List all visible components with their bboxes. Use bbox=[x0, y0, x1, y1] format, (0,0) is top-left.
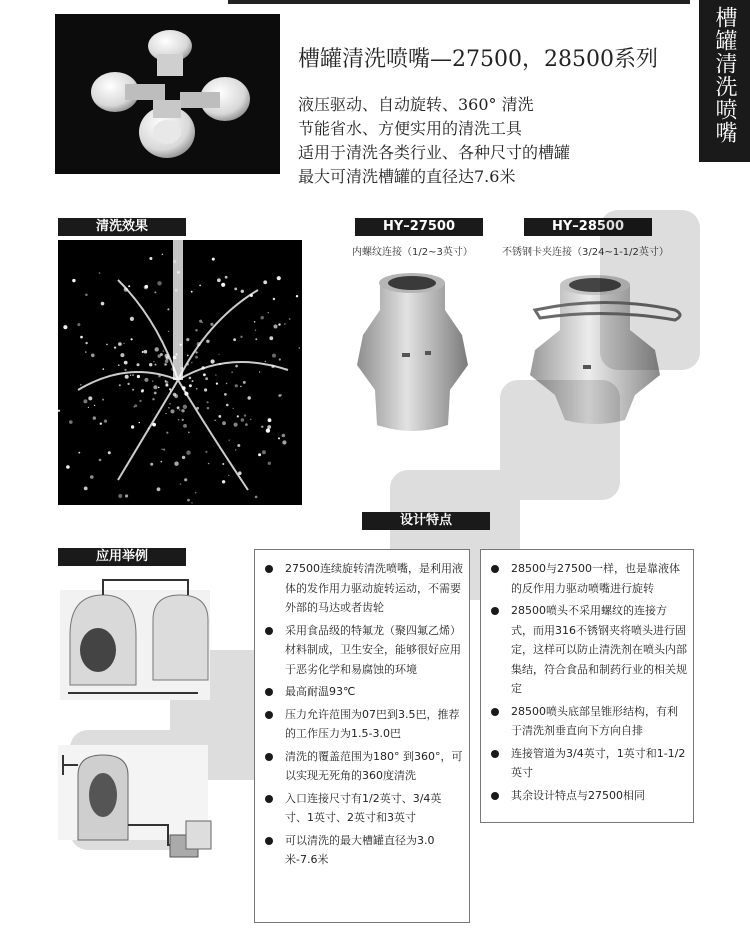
spray-droplet bbox=[165, 380, 167, 382]
spray-droplet bbox=[118, 494, 122, 498]
spray-droplet bbox=[106, 344, 108, 346]
spray-droplet bbox=[150, 463, 153, 466]
spray-droplet bbox=[124, 369, 126, 371]
spray-droplet bbox=[130, 317, 134, 321]
spray-droplet bbox=[149, 363, 152, 366]
spray-droplet bbox=[214, 420, 216, 422]
spray-droplet bbox=[175, 289, 178, 292]
spray-droplet bbox=[169, 403, 171, 405]
spray-droplet bbox=[207, 407, 210, 410]
feature-item: 28500与27500一样，也是靠液体的反作用力驱动喷嘴进行旋转 bbox=[511, 559, 687, 598]
spray-droplet bbox=[235, 365, 238, 368]
spray-droplet bbox=[132, 374, 134, 376]
spray-droplet bbox=[83, 399, 87, 403]
spray-droplet bbox=[222, 463, 224, 465]
spray-droplet bbox=[195, 329, 197, 331]
spray-droplet bbox=[255, 338, 257, 340]
spray-droplet bbox=[262, 450, 266, 454]
spray-droplet bbox=[282, 440, 286, 444]
spray-droplet bbox=[299, 347, 301, 349]
description-line: 适用于清洗各类行业、各种尺寸的槽罐 bbox=[298, 143, 571, 162]
spray-droplet bbox=[250, 419, 251, 420]
spray-droplet bbox=[108, 451, 111, 454]
spray-droplet bbox=[88, 396, 92, 400]
spray-droplet bbox=[168, 407, 170, 409]
tank-diagram-1 bbox=[58, 575, 218, 705]
spray-droplet bbox=[278, 437, 280, 439]
page-title: 槽罐清洗喷嘴—27500，28500系列 bbox=[298, 47, 658, 72]
spray-droplet bbox=[189, 384, 192, 387]
spray-droplet bbox=[195, 492, 197, 494]
spray-droplet bbox=[241, 290, 244, 293]
spray-droplet bbox=[179, 409, 181, 411]
spray-droplet bbox=[130, 375, 131, 376]
features-list-left bbox=[255, 550, 469, 870]
spray-droplet bbox=[254, 321, 256, 323]
spray-droplet bbox=[186, 338, 189, 341]
spray-droplet bbox=[244, 414, 246, 416]
spray-droplet bbox=[192, 380, 194, 382]
spray-droplet bbox=[265, 361, 266, 362]
spray-droplet bbox=[180, 344, 182, 346]
feature-item: 采用食品级的特氟龙（聚四氟乙烯）材料制成，卫生安全，能够很好应用于恶劣化学和易腐蚀的环境 bbox=[285, 621, 463, 680]
spray-droplet bbox=[191, 502, 192, 503]
spray-droplet bbox=[219, 354, 220, 355]
spray-droplet bbox=[173, 260, 176, 263]
spray-droplet bbox=[255, 496, 258, 499]
feature-item: 连接管道为3/4英寸，1英寸和1-1/2英寸 bbox=[511, 744, 687, 783]
spray-droplet bbox=[153, 385, 157, 389]
spray-droplet bbox=[144, 350, 148, 354]
spray-droplet bbox=[222, 421, 226, 425]
spray-droplet bbox=[155, 364, 157, 366]
spray-droplet bbox=[261, 316, 264, 319]
spray-droplet bbox=[177, 271, 180, 274]
spray-droplet bbox=[165, 413, 166, 414]
spray-droplet bbox=[84, 487, 88, 491]
spray-droplet bbox=[127, 383, 129, 385]
spray-droplet bbox=[137, 363, 140, 366]
spray-droplet bbox=[268, 312, 269, 313]
spray-droplet bbox=[278, 323, 280, 325]
nozzle-27500-image bbox=[350, 265, 475, 440]
spray-droplet bbox=[196, 388, 198, 390]
spray-droplet bbox=[248, 396, 251, 399]
spray-droplet bbox=[228, 475, 229, 476]
spray-droplet bbox=[69, 420, 73, 424]
model-desc-28500: 不锈钢卡夹连接（3/24~1-1/2英寸） bbox=[502, 247, 669, 258]
spray-droplet bbox=[161, 449, 162, 450]
spray-droplet bbox=[255, 330, 256, 331]
spray-droplet bbox=[226, 404, 229, 407]
spray-droplet bbox=[204, 388, 207, 391]
tank-diagram-2 bbox=[58, 745, 218, 875]
spray-droplet bbox=[168, 331, 169, 332]
spray-droplet bbox=[58, 410, 60, 412]
spray-droplet bbox=[154, 392, 157, 395]
nozzle-28500-image bbox=[525, 270, 690, 435]
features-list-right bbox=[481, 550, 693, 805]
spray-droplet bbox=[189, 377, 192, 380]
spray-droplet bbox=[173, 356, 177, 360]
spray-droplet bbox=[90, 475, 94, 479]
feature-item: 27500连续旋转清洗喷嘴，是利用液体的发作用力驱动旋转运动，不需要外部的马达或者齿轮 bbox=[285, 559, 463, 618]
spray-droplet bbox=[149, 257, 152, 260]
spray-droplet bbox=[99, 272, 101, 274]
spray-image bbox=[58, 240, 302, 505]
spray-droplet bbox=[63, 325, 67, 329]
spray-droplet bbox=[176, 353, 178, 355]
spray-droplet bbox=[101, 302, 105, 306]
spray-droplet bbox=[152, 398, 154, 400]
spray-droplet bbox=[131, 338, 133, 340]
spray-droplet bbox=[66, 465, 70, 469]
spray-droplet bbox=[171, 409, 175, 413]
spray-droplet bbox=[132, 389, 134, 391]
spray-droplet bbox=[231, 371, 233, 373]
spray-droplet bbox=[183, 424, 187, 428]
spray-droplet bbox=[240, 336, 242, 338]
spray-droplet bbox=[222, 480, 225, 483]
nozzle-28500-photo bbox=[525, 270, 690, 435]
spray-droplet bbox=[235, 449, 237, 451]
spray-droplet bbox=[218, 415, 221, 418]
spray-droplet bbox=[102, 399, 104, 401]
spray-droplet bbox=[142, 351, 144, 353]
spray-droplet bbox=[225, 276, 228, 279]
spray-droplet bbox=[289, 318, 290, 319]
spray-droplet bbox=[205, 377, 208, 380]
feature-item: 28500喷头不采用螺纹的连接方式，而用316不锈钢夹将喷头进行固定，这样可以防止清洗剂在喷头内部集结，符合食品和制药行业的相关规定 bbox=[511, 601, 687, 699]
model-label-28500: HY–28500 bbox=[524, 218, 652, 236]
spray-droplet bbox=[184, 478, 187, 481]
spray-droplet bbox=[259, 371, 260, 372]
spray-droplet bbox=[165, 364, 166, 365]
spray-droplet bbox=[221, 283, 225, 287]
spray-droplet bbox=[91, 354, 95, 358]
spray-droplet bbox=[237, 444, 240, 447]
side-tab bbox=[699, 0, 750, 162]
spray-droplet bbox=[266, 428, 270, 432]
spray-droplet bbox=[210, 323, 213, 326]
section-label-effect: 清洗效果 bbox=[58, 218, 186, 236]
spray-droplet bbox=[234, 423, 238, 427]
spray-droplet bbox=[191, 362, 193, 364]
spray-droplet bbox=[199, 285, 201, 287]
spray-droplet bbox=[229, 440, 230, 441]
spray-droplet bbox=[114, 347, 116, 349]
spray-droplet bbox=[182, 419, 184, 421]
spray-droplet bbox=[269, 336, 273, 340]
spray-droplet bbox=[174, 462, 178, 466]
features-box-left bbox=[254, 549, 470, 923]
spray-droplet bbox=[268, 418, 272, 422]
spray-droplet bbox=[261, 426, 263, 428]
application-diagram-2 bbox=[58, 745, 218, 875]
spray-droplet bbox=[165, 384, 168, 387]
spray-droplet bbox=[80, 384, 82, 386]
spray-droplet bbox=[125, 494, 128, 497]
feature-item: 其余设计特点与27500相同 bbox=[511, 786, 687, 806]
spray-droplet bbox=[163, 350, 164, 351]
spray-droplet bbox=[277, 276, 281, 280]
spray-droplet bbox=[85, 342, 87, 344]
spray-droplet bbox=[233, 338, 236, 341]
spray-droplet bbox=[120, 353, 124, 357]
feature-item: 可以清洗的最大槽罐直径为3.0米-7.6米 bbox=[285, 831, 463, 870]
spray-droplet bbox=[153, 361, 154, 362]
description-line: 节能省水、方便实用的清洗工具 bbox=[298, 119, 523, 138]
spray-droplet bbox=[157, 281, 161, 285]
spray-droplet bbox=[296, 295, 298, 297]
spray-droplet bbox=[235, 384, 238, 387]
model-desc-27500: 内螺纹连接（1/2~3英寸） bbox=[352, 247, 473, 258]
spray-droplet bbox=[78, 452, 80, 454]
spray-droplet bbox=[187, 499, 190, 502]
spray-droplet bbox=[157, 487, 161, 491]
spray-droplet bbox=[77, 323, 80, 326]
spray-droplet bbox=[267, 425, 271, 429]
description-line: 液压驱动、自动旋转、360° 清洗 bbox=[298, 95, 534, 114]
spray-droplet bbox=[182, 456, 185, 459]
spray-droplet bbox=[128, 285, 130, 287]
spray-droplet bbox=[103, 368, 105, 370]
spray-droplet bbox=[100, 423, 102, 425]
spray-droplet bbox=[207, 401, 209, 403]
spray-droplet bbox=[166, 432, 168, 434]
spray-droplet bbox=[212, 258, 215, 261]
spray-droplet bbox=[284, 323, 286, 325]
spray-droplet bbox=[215, 374, 217, 376]
spray-droplet bbox=[195, 356, 198, 359]
feature-item: 压力允许范围为07巴到3.5巴，推荐的工作压力为1.5-3.0巴 bbox=[285, 705, 463, 744]
spray-droplet bbox=[134, 404, 137, 407]
spray-droplet bbox=[180, 483, 182, 485]
spray-droplet bbox=[280, 394, 282, 396]
spray-droplet bbox=[94, 405, 95, 406]
spray-droplet bbox=[139, 400, 141, 402]
spray-droplet bbox=[158, 354, 161, 357]
spray-droplet bbox=[155, 347, 159, 351]
top-rule bbox=[228, 0, 690, 4]
spray-droplet bbox=[141, 390, 144, 393]
spray-droplet bbox=[161, 461, 163, 463]
spray-droplet bbox=[72, 279, 75, 282]
spray-droplet bbox=[165, 359, 169, 363]
spray-droplet bbox=[125, 375, 129, 379]
spray-droplet bbox=[243, 381, 246, 384]
spray-droplet bbox=[144, 378, 148, 382]
spray-droplet bbox=[237, 415, 239, 417]
spray-droplet bbox=[118, 364, 120, 366]
spray-droplet bbox=[118, 342, 122, 346]
cleaning-effect-photo bbox=[58, 240, 302, 505]
spray-droplet bbox=[205, 451, 207, 453]
spray-droplet bbox=[187, 355, 189, 357]
description-line: 最大可清洗槽罐的直径达7.6米 bbox=[298, 167, 516, 186]
spray-droplet bbox=[167, 308, 169, 310]
spray-droplet bbox=[240, 386, 242, 388]
spray-droplet bbox=[274, 325, 278, 329]
spray-droplet bbox=[245, 423, 248, 426]
spray-droplet bbox=[199, 320, 202, 323]
spray-droplet bbox=[273, 298, 275, 300]
spray-droplet bbox=[263, 280, 267, 284]
product-photo bbox=[55, 14, 280, 174]
spray-droplet bbox=[93, 416, 96, 419]
spray-droplet bbox=[123, 343, 124, 344]
spray-droplet bbox=[131, 425, 134, 428]
nozzle-27500-photo bbox=[350, 265, 475, 440]
features-box-right bbox=[480, 549, 694, 823]
spray-droplet bbox=[203, 373, 206, 376]
spray-droplet bbox=[137, 375, 140, 378]
spray-droplet bbox=[195, 351, 197, 353]
spray-droplet bbox=[224, 393, 227, 396]
spray-droplet bbox=[163, 449, 165, 451]
spray-droplet bbox=[80, 336, 83, 339]
spray-droplet bbox=[99, 459, 102, 462]
feature-item: 入口连接尺寸有1/2英寸、3/4英寸、1英寸、2英寸和3英寸 bbox=[285, 789, 463, 828]
spray-droplet bbox=[162, 254, 163, 255]
spray-droplet bbox=[234, 288, 237, 291]
spray-droplet bbox=[169, 388, 171, 390]
spray-droplet bbox=[282, 434, 286, 438]
spray-droplet bbox=[85, 351, 87, 353]
spray-droplet bbox=[139, 422, 140, 423]
spray-droplet bbox=[144, 285, 148, 289]
spray-droplet bbox=[233, 408, 234, 409]
spray-droplet bbox=[104, 420, 107, 423]
application-diagram-1 bbox=[58, 575, 218, 705]
spray-droplet bbox=[119, 384, 121, 386]
section-label-application: 应用举例 bbox=[58, 548, 186, 566]
spray-droplet bbox=[217, 278, 221, 282]
spray-droplet bbox=[152, 381, 153, 382]
spray-droplet bbox=[226, 383, 228, 385]
spray-droplet bbox=[85, 294, 88, 297]
spray-droplet bbox=[186, 451, 190, 455]
spray-droplet bbox=[124, 361, 128, 365]
spray-droplet bbox=[88, 407, 89, 408]
spray-droplet bbox=[211, 359, 215, 363]
nozzle-group-image bbox=[55, 14, 280, 174]
side-tab-label: 槽罐清洗喷嘴 bbox=[712, 6, 737, 144]
spray-droplet bbox=[178, 419, 179, 420]
spray-droplet bbox=[177, 406, 180, 409]
spray-droplet bbox=[208, 463, 210, 465]
spray-droplet bbox=[268, 462, 271, 465]
section-label-design: 设计特点 bbox=[362, 512, 490, 530]
spray-droplet bbox=[154, 291, 156, 293]
feature-item: 28500喷头底部呈锥形结构，有利于清洗剂垂直向下方向自排 bbox=[511, 702, 687, 741]
spray-droplet bbox=[258, 453, 261, 456]
model-label-27500: HY–27500 bbox=[355, 218, 483, 236]
spray-droplet bbox=[279, 358, 281, 360]
spray-droplet bbox=[158, 387, 160, 389]
spray-droplet bbox=[272, 354, 276, 358]
spray-droplet bbox=[183, 405, 187, 409]
spray-droplet bbox=[206, 340, 209, 343]
spray-droplet bbox=[216, 383, 218, 385]
spray-droplet bbox=[181, 409, 184, 412]
spray-droplet bbox=[188, 432, 190, 434]
feature-item: 最高耐温93℃ bbox=[285, 682, 463, 702]
spray-droplet bbox=[191, 291, 193, 293]
spray-droplet bbox=[173, 393, 177, 397]
spray-droplet bbox=[241, 418, 245, 422]
feature-item: 清洗的覆盖范围为180° 到360°，可以实现无死角的360度清洗 bbox=[285, 747, 463, 786]
